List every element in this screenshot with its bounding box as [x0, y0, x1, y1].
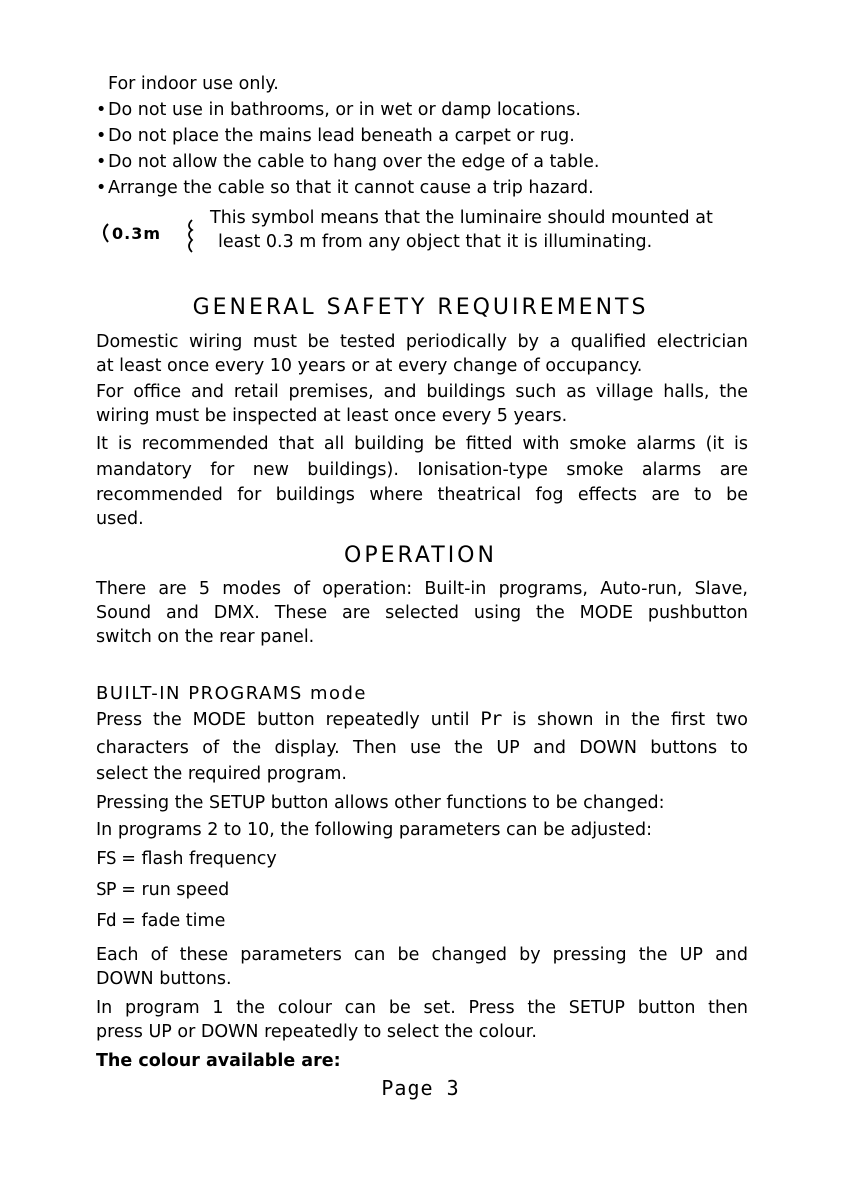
paragraph-line: switch on the rear panel. — [96, 627, 315, 647]
paragraph-line: DOWN buttons. — [96, 969, 232, 989]
bullet-icon: • — [96, 152, 107, 172]
builtin-programs-heading: BUILT-IN PROGRAMS mode — [96, 683, 368, 704]
parameter-item: SP = run speed — [96, 879, 230, 900]
paragraph-line: There are 5 modes of operation: Built-in programs, Auto-run, Slave, — [96, 579, 748, 599]
list-item: •Arrange the cable so that it cannot cause a trip hazard. — [96, 178, 594, 198]
paragraph-line: characters of the display. Then use the UP and DOWN buttons to — [96, 738, 748, 758]
paragraph-line: select the required program. — [96, 764, 347, 784]
parameter-item: FS = flash frequency — [96, 848, 277, 869]
page-number: Page 3 — [381, 1076, 460, 1100]
colours-heading: The colour available are: — [96, 1051, 341, 1071]
paragraph-line: mandatory for new buildings). Ionisation-type smoke alarms are — [96, 460, 748, 480]
paragraph-line: It is recommended that all building be fitted with smoke alarms (it is — [96, 434, 748, 454]
paragraph-line: Press the MODE button repeatedly until Pr is shown in the first two — [96, 708, 748, 730]
paragraph-line: at least once every 10 years or at every change of occupancy. — [96, 356, 643, 376]
parameter-item: Fd = fade time — [96, 910, 226, 931]
paragraph-line: In program 1 the colour can be set. Press the SETUP button then — [96, 998, 748, 1018]
list-item: •Do not place the mains lead beneath a carpet or rug. — [96, 126, 575, 146]
paragraph-line: Pressing the SETUP button allows other functions to be changed: — [96, 793, 665, 813]
list-item: •Do not allow the cable to hang over the edge of a table. — [96, 152, 600, 172]
bullet-icon: • — [96, 100, 107, 120]
display-code-sp: SP — [96, 879, 116, 900]
display-code-fd: Fd — [96, 910, 116, 931]
bullet-icon: • — [96, 126, 107, 146]
paragraph-line: For office and retail premises, and buildings such as village halls, the — [96, 382, 748, 402]
paragraph-line: Domestic wiring must be tested periodically by a qualified electrician — [96, 332, 748, 352]
paragraph-line: wiring must be inspected at least once every 5 years. — [96, 406, 568, 426]
symbol-description-line: This symbol means that the luminaire should mounted at — [210, 208, 713, 228]
indoor-note: For indoor use only. — [108, 74, 279, 94]
paragraph-line: In programs 2 to 10, the following parameters can be adjusted: — [96, 820, 652, 840]
paragraph-line: Each of these parameters can be changed by pressing the UP and — [96, 945, 748, 965]
display-code-pr: Pr — [480, 708, 502, 730]
distance-symbol-label: 0.3m — [112, 224, 162, 243]
paragraph-line: recommended for buildings where theatrical fog effects are to be — [96, 485, 748, 505]
operation-heading: OPERATION — [344, 543, 497, 568]
bullet-icon: • — [96, 178, 107, 198]
paragraph-line: used. — [96, 509, 144, 529]
symbol-description-line: least 0.3 m from any object that it is illuminating. — [218, 232, 653, 252]
display-code-fs: FS — [96, 848, 116, 869]
list-item: •Do not use in bathrooms, or in wet or damp locations. — [96, 100, 581, 120]
paragraph-line: press UP or DOWN repeatedly to select the colour. — [96, 1022, 537, 1042]
paragraph-line: Sound and DMX. These are selected using the MODE pushbutton — [96, 603, 748, 623]
distance-symbol-icon — [98, 218, 206, 254]
general-safety-heading: GENERAL SAFETY REQUIREMENTS — [192, 295, 649, 320]
